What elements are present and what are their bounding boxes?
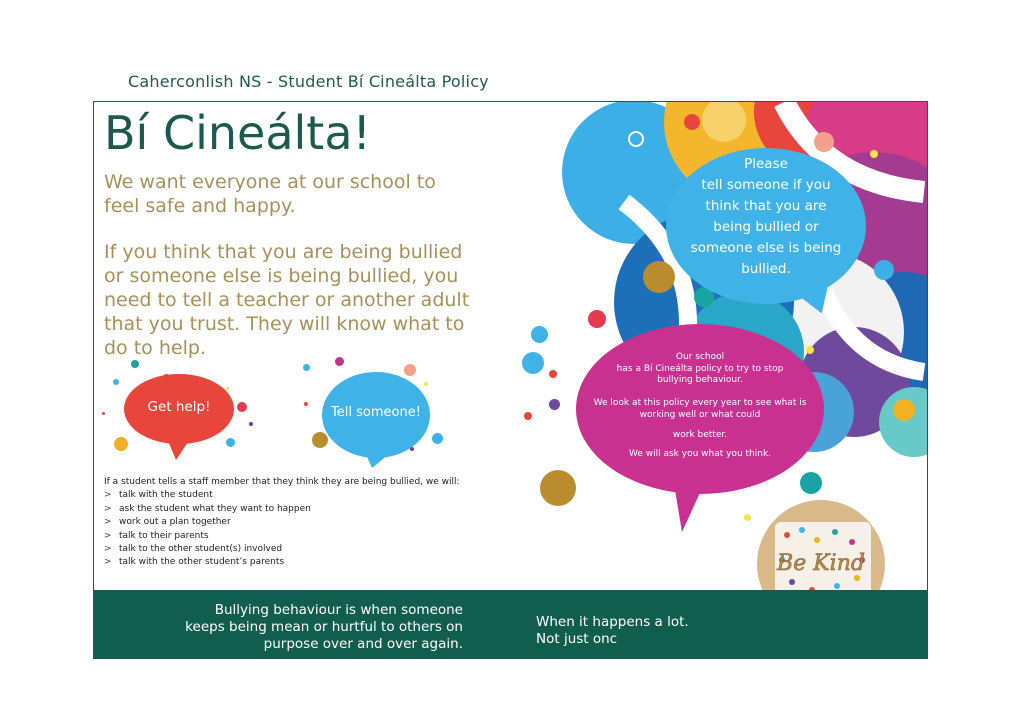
- confetti-dot: [114, 437, 128, 451]
- repetition-line: Not just onc: [536, 631, 618, 647]
- action-item: > talk with the student: [104, 489, 460, 502]
- confetti-dot: [226, 387, 229, 390]
- confetti-dot: [524, 412, 532, 420]
- confetti-dot: [531, 326, 548, 343]
- policy-line: [576, 387, 824, 399]
- definition-line: purpose over and over again.: [263, 636, 463, 652]
- page-header: Caherconlish NS - Student Bí Cineálta Policy: [128, 72, 489, 91]
- policy-line: We look at this policy every year to see what is: [593, 398, 807, 409]
- footer-band: [94, 590, 928, 658]
- confetti-dot: [549, 370, 557, 378]
- policy-line: [576, 422, 824, 430]
- please-tell-line: someone else is being: [690, 240, 842, 256]
- confetti-dot: [102, 412, 105, 415]
- definition-line: keeps being mean or hurtful to others on: [185, 619, 463, 635]
- confetti-dot: [540, 470, 576, 506]
- action-list-intro: If a student tells a staff member that they think they are being bullied, we will:: [104, 477, 460, 487]
- get-help-tail: [166, 436, 192, 460]
- please-tell-line: think that you are: [705, 198, 827, 214]
- confetti-dot: [424, 382, 428, 386]
- page-title: Bí Cineálta!: [104, 106, 371, 160]
- confetti-dot: [312, 432, 328, 448]
- please-tell-line: bullied.: [741, 261, 791, 277]
- advice-text: If you think that you are being bullied or someone else is being bullied, you need to tell a teacher or another adult that you trust. They will know what to do to help.: [104, 241, 470, 359]
- repetition-line: When it happens a lot.: [536, 614, 689, 630]
- action-item: > talk to the other student(s) involved: [104, 543, 460, 556]
- confetti-dot: [303, 364, 310, 371]
- confetti-dot: [404, 364, 416, 376]
- policy-line: Our school: [675, 352, 725, 362]
- policy-line: bullying behaviour.: [657, 375, 743, 386]
- policy-line: work better.: [672, 429, 728, 440]
- please-tell-line: tell someone if you: [701, 177, 831, 193]
- confetti-dot: [588, 310, 606, 328]
- definition-line: Bullying behaviour is when someone: [214, 602, 463, 618]
- confetti-dot: [800, 472, 822, 494]
- please-tell-line: Please: [744, 156, 788, 172]
- policy-line: [576, 441, 824, 449]
- confetti-dot: [162, 374, 171, 383]
- action-list: [104, 476, 460, 570]
- repetition-note: [536, 614, 689, 648]
- confetti-dot: [549, 399, 560, 410]
- policy-line: We will ask you what you think.: [628, 449, 772, 460]
- confetti-dot: [432, 433, 443, 444]
- confetti-dot: [744, 514, 751, 521]
- confetti-dot: [237, 402, 247, 412]
- confetti-dot: [226, 438, 235, 447]
- be-kind-text: Be Kind: [777, 551, 865, 576]
- bullying-definition: [183, 602, 463, 653]
- confetti-dot: [410, 447, 414, 451]
- poster-frame: [93, 101, 928, 659]
- get-help-bubble: [124, 374, 234, 444]
- policy-line: has a Bí Cineálta policy to try to stop: [616, 363, 784, 374]
- action-item: > ask the student what they want to happen: [104, 503, 460, 516]
- action-item: > work out a plan together: [104, 516, 460, 529]
- policy-tail: [674, 484, 704, 532]
- intro-text: We want everyone at our school to feel safe and happy.: [104, 171, 436, 217]
- policy-bubble: [576, 324, 824, 494]
- please-tell-line: being bullied or: [713, 219, 819, 235]
- confetti-dot: [131, 360, 139, 368]
- tell-someone-tail: [364, 450, 394, 468]
- confetti-dot: [522, 352, 544, 374]
- please-tell-bubble: [666, 148, 866, 304]
- confetti-dot: [304, 402, 308, 406]
- action-item: > talk to their parents: [104, 530, 460, 543]
- confetti-dot: [113, 379, 119, 385]
- tell-someone-label: Tell someone!: [331, 405, 421, 420]
- tell-someone-bubble: [322, 372, 430, 458]
- action-item: > talk with the other student’s parents: [104, 556, 460, 569]
- policy-line: working well or what could: [639, 409, 761, 420]
- confetti-dot: [249, 422, 253, 426]
- confetti-dot: [335, 357, 344, 366]
- get-help-label: Get help!: [147, 399, 211, 415]
